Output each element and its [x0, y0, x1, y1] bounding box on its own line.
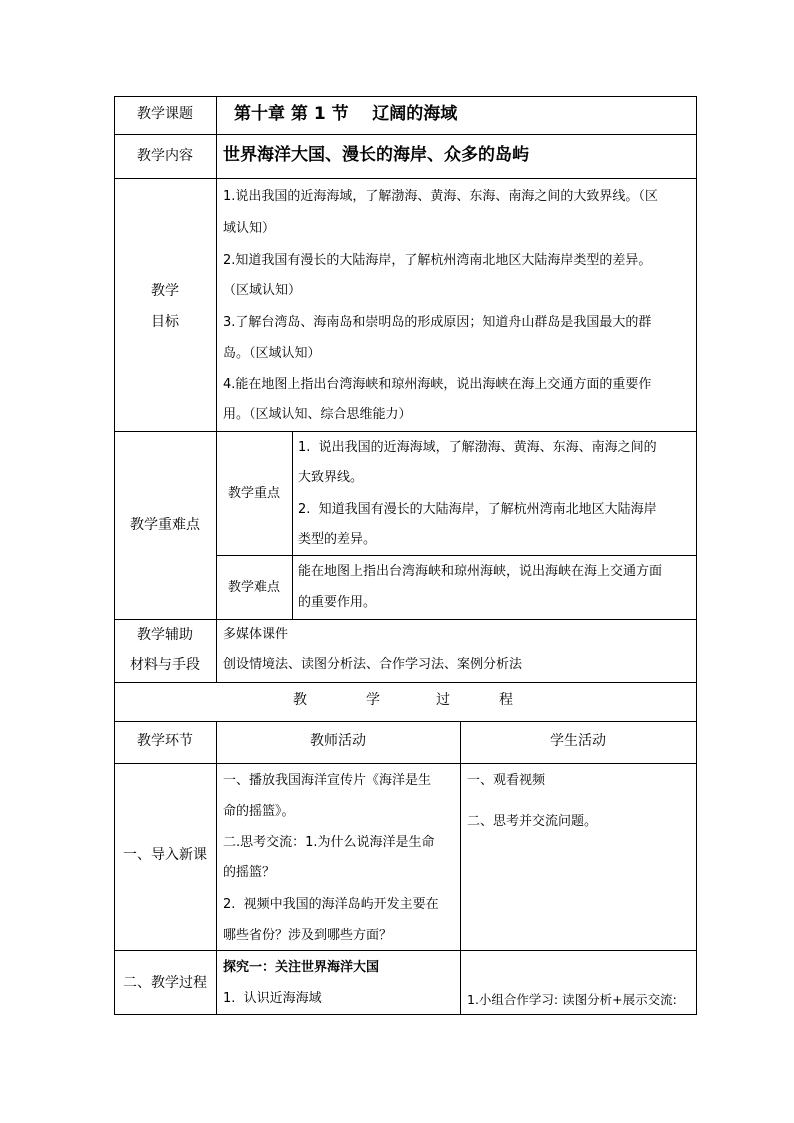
difficult-points-label: 教学难点 — [227, 580, 280, 595]
content-value: 世界海洋大国、漫长的海岸、众多的岛屿 — [223, 145, 529, 165]
teacher-activity-line: 一、播放我国海洋宣传片《海洋是生 — [223, 773, 432, 788]
student-activity-line: 1.小组合作学习: 读图分析+展示交流: — [467, 992, 677, 1007]
process-header-char: 学 — [366, 692, 380, 708]
topic-value: 第十章 第 1 节 辽阔的海域 — [234, 104, 458, 124]
teacher-activity-line: 二.思考交流：1.为什么说海洋是生命 — [223, 835, 435, 850]
key-point-line: 类型的差异。 — [298, 532, 377, 547]
topic-label: 教学课题 — [137, 106, 193, 122]
goal-line: 域认知） — [223, 221, 276, 236]
content-label: 教学内容 — [137, 148, 193, 164]
student-activity-line: 一、观看视频 — [467, 773, 546, 788]
stage2-label: 二、教学过程 — [123, 975, 207, 991]
student-activity-line: 二、思考并交流问题。 — [467, 814, 598, 829]
process-header-char: 过 — [436, 692, 450, 708]
goal-line: 2.知道我国有漫长的大陆海岸，了解杭州湾南北地区大陆海岸类型的差异。 — [223, 253, 652, 268]
goal-line: （区域认知） — [223, 283, 302, 298]
difficult-point-line: 能在地图上指出台湾海峡和琼州海峡，说出海峡在海上交通方面 — [298, 564, 663, 579]
goal-line: 3.了解台湾岛、海南岛和崇明岛的形成原因；知道舟山群岛是我国最大的群 — [223, 315, 652, 330]
column-divider — [216, 721, 217, 1014]
process-header-char: 教 — [293, 692, 307, 708]
key-difficult-label: 教学重难点 — [130, 517, 200, 533]
table-border-bottom — [114, 1014, 697, 1015]
row-divider — [114, 134, 697, 135]
row-divider — [114, 721, 697, 722]
teacher-activity-line: 命的摇篮》。 — [223, 804, 295, 819]
table-border-left — [114, 96, 115, 1014]
aids-label-line2: 材料与手段 — [130, 657, 200, 673]
goal-line: 4.能在地图上指出台湾海峡和琼州海峡，说出海峡在海上交通方面的重要作 — [223, 377, 652, 392]
goals-label-line1: 教学 — [151, 283, 179, 299]
teacher-activity-line: 的摇篮？ — [223, 865, 276, 880]
teacher-activity-heading: 探究一：关注世界海洋大国 — [223, 960, 380, 975]
row-divider — [216, 555, 697, 556]
teacher-column-header: 教师活动 — [310, 733, 366, 749]
goals-label-line2: 目标 — [151, 314, 179, 330]
key-points-label: 教学重点 — [227, 486, 280, 501]
table-border-right — [696, 96, 697, 1014]
row-divider — [114, 763, 697, 764]
goal-line: 用。（区域认知、综合思维能力） — [223, 407, 412, 422]
column-divider — [292, 431, 293, 619]
teacher-activity-line: 1. 认识近海海域 — [223, 991, 322, 1006]
table-border-top — [114, 96, 697, 97]
row-divider — [114, 178, 697, 179]
student-column-header: 学生活动 — [550, 733, 606, 749]
column-divider — [460, 721, 461, 1014]
stage-column-header: 教学环节 — [137, 733, 193, 749]
teacher-activity-line: 哪些省份？涉及到哪些方面？ — [223, 928, 393, 943]
key-point-line: 1. 说出我国的近海海域，了解渤海、黄海、东海、南海之间的 — [298, 440, 657, 455]
row-divider — [114, 950, 697, 951]
row-divider — [114, 682, 697, 683]
stage1-label: 一、导入新课 — [123, 847, 207, 863]
aids-methods: 创设情境法、读图分析法、合作学习法、案例分析法 — [223, 657, 523, 672]
key-point-line: 2. 知道我国有漫长的大陆海岸，了解杭州湾南北地区大陆海岸 — [298, 502, 657, 517]
aids-media: 多媒体课件 — [223, 627, 289, 642]
goal-line: 岛。（区域认知） — [223, 346, 321, 361]
row-divider — [114, 619, 697, 620]
process-header-char: 程 — [499, 692, 513, 708]
goal-line: 1.说出我国的近海海域，了解渤海、黄海、东海、南海之间的大致界线。（区 — [223, 189, 658, 204]
difficult-point-line: 的重要作用。 — [298, 595, 377, 610]
aids-label-line1: 教学辅助 — [137, 627, 193, 643]
key-point-line: 大致界线。 — [298, 470, 364, 485]
teacher-activity-line: 2. 视频中我国的海洋岛屿开发主要在 — [223, 897, 439, 912]
row-divider — [114, 431, 697, 432]
